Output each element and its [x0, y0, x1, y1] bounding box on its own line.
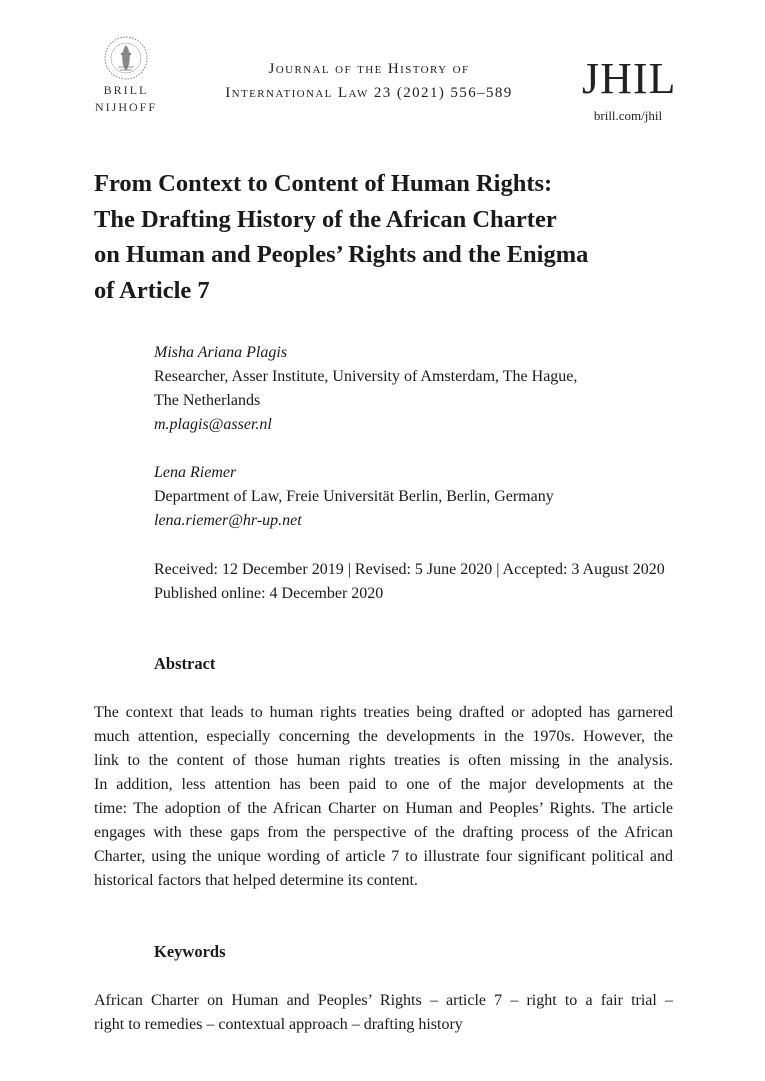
- journal-volume: International Law 23 (2021) 556–589: [225, 85, 513, 101]
- author-name: Misha Ariana Plagis: [154, 344, 288, 361]
- journal-name: Journal of the History of: [268, 61, 470, 77]
- abstract-line: engages with these gaps from the perspective of the drafting process of the African: [94, 824, 673, 841]
- published-online-date: Published online: 4 December 2020: [154, 585, 384, 602]
- author-affiliation: Researcher, Asser Institute, University of Amsterdam, The Hague,: [154, 368, 578, 385]
- abstract-line: much attention, especially concerning the developments in the 1970s. However, the: [94, 728, 673, 745]
- journal-abbreviation: JHIL: [582, 54, 677, 103]
- author-block-1: [154, 341, 674, 437]
- article-title: [94, 166, 654, 308]
- abstract-line: historical factors that helped determine its content.: [94, 872, 418, 889]
- title-line: From Context to Content of Human Rights:: [94, 170, 553, 197]
- author-affiliation: Department of Law, Freie Universität Berlin, Berlin, Germany: [154, 488, 554, 505]
- publisher-logo: [88, 34, 164, 116]
- author-name: Lena Riemer: [154, 464, 237, 481]
- review-dates: Received: 12 December 2019 | Revised: 5 June 2020 | Accepted: 3 August 2020: [154, 561, 665, 578]
- abstract-line: Charter, using the unique wording of article 7 to illustrate four significant political and: [94, 848, 673, 865]
- journal-url[interactable]: brill.com/jhil: [593, 108, 663, 123]
- abstract-line: time: The adoption of the African Charter on Human and Peoples’ Rights. The article: [94, 800, 673, 817]
- journal-citation: [210, 57, 528, 105]
- abstract-heading: Abstract: [154, 654, 216, 673]
- author-email[interactable]: m.plagis@asser.nl: [154, 416, 272, 433]
- keywords-line: African Charter on Human and Peoples’ Rights – article 7 – right to a fair trial –: [94, 992, 673, 1009]
- journal-brand: [582, 54, 677, 125]
- title-line: The Drafting History of the African Charter: [94, 205, 557, 233]
- publisher-name-line1: BRILL: [103, 83, 149, 97]
- abstract-line: In addition, less attention has been paid to one of the major developments at the: [94, 776, 673, 793]
- title-line: of Article 7: [94, 276, 210, 304]
- keywords-line: right to remedies – contextual approach – drafting history: [94, 1016, 463, 1033]
- abstract-line: The context that leads to human rights treaties being drafted or adopted has garnered: [94, 704, 673, 721]
- brill-seal-icon: [100, 34, 152, 82]
- publisher-name-line2: NIJHOFF: [94, 100, 157, 114]
- title-line: on Human and Peoples’ Rights and the Enigma: [94, 241, 589, 268]
- publication-dates: [154, 558, 694, 606]
- author-block-2: [154, 461, 674, 533]
- abstract-line: link to the content of those human rights treaties is often missing in the analysis.: [94, 752, 673, 769]
- keywords-text: [94, 989, 673, 1037]
- author-email[interactable]: lena.riemer@hr-up.net: [154, 512, 302, 529]
- author-affiliation: The Netherlands: [154, 392, 261, 409]
- keywords-heading: Keywords: [154, 942, 226, 961]
- abstract-text: [94, 701, 673, 893]
